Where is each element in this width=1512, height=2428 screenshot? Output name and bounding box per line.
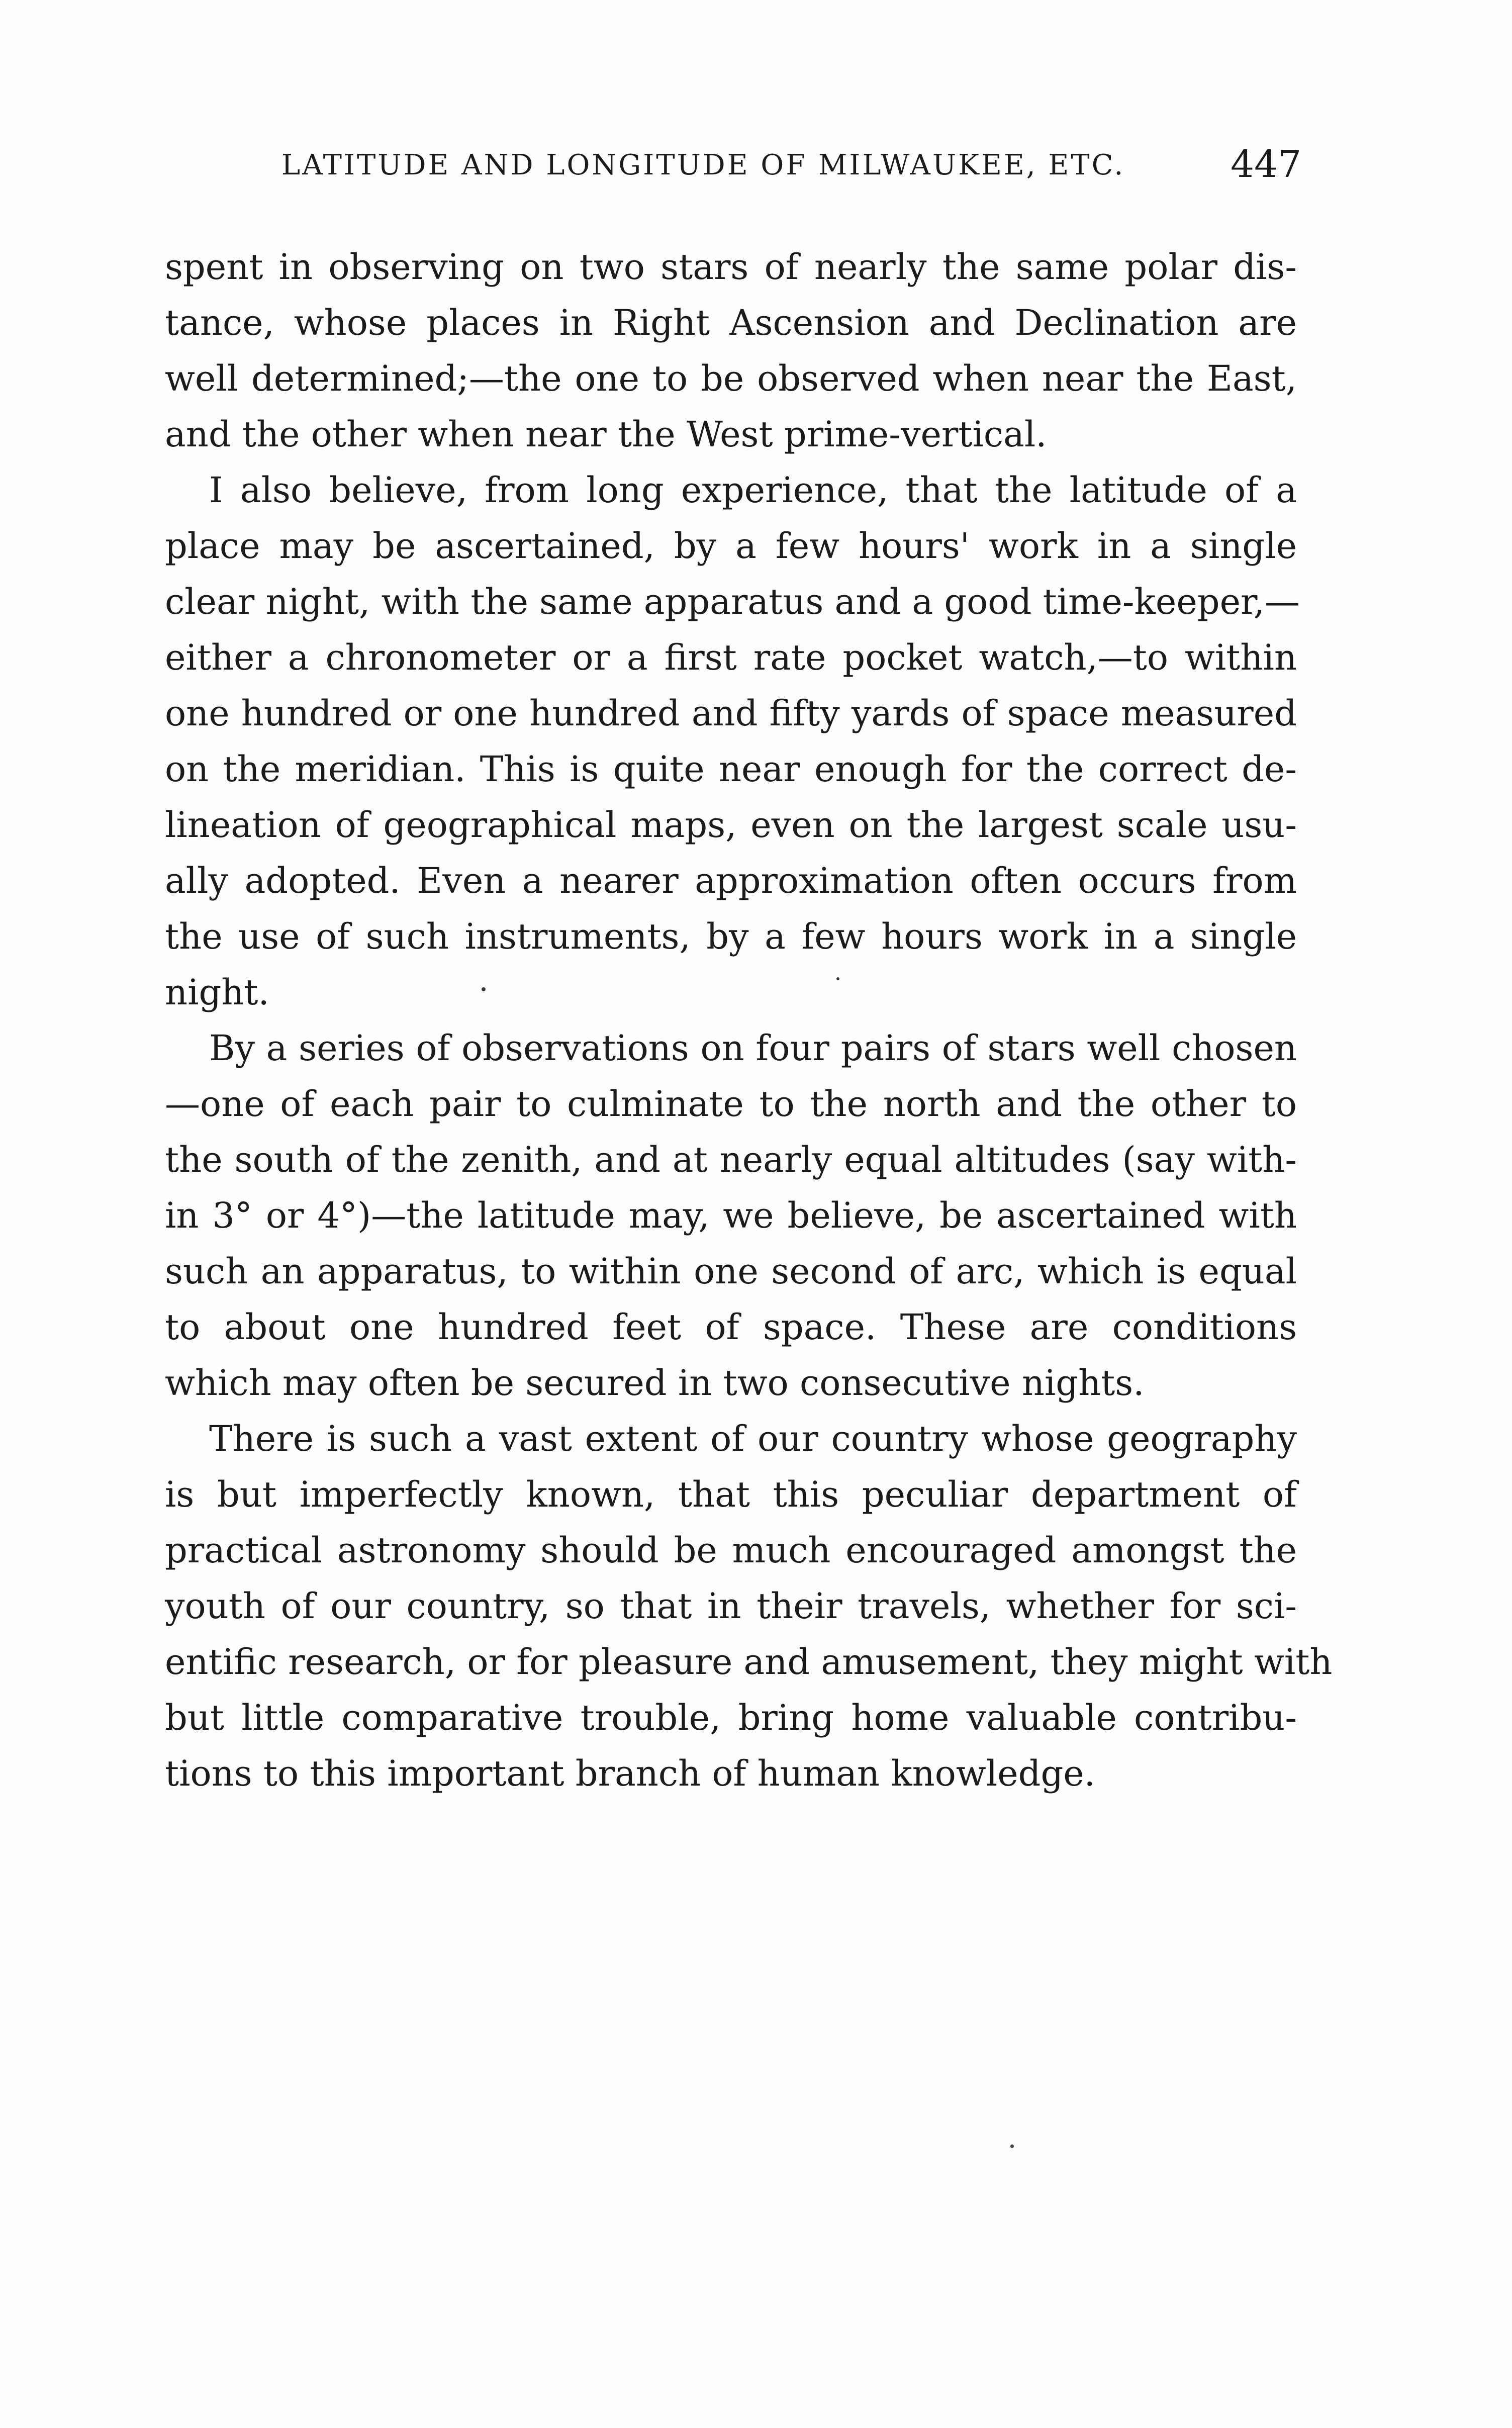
text-line: and the other when near the West prime-vertical. bbox=[165, 414, 1047, 455]
text-line: clear night, with the same apparatus and a good time-keeper,— bbox=[165, 581, 1300, 622]
text-line: I also believe, from long experience, that the latitude of a bbox=[209, 470, 1297, 511]
paragraph bbox=[165, 239, 1297, 462]
text-line: well determined;—the one to be observed when near the East, bbox=[165, 358, 1297, 399]
text-line: practical astronomy should be much encouraged amongst the bbox=[165, 1530, 1297, 1571]
text-line: but little comparative trouble, bring home valuable contribu- bbox=[165, 1697, 1297, 1738]
text-line: one hundred or one hundred and fifty yards of space measured bbox=[165, 693, 1297, 734]
paragraph bbox=[165, 462, 1300, 1020]
text-line: to about one hundred feet of space. These are conditions bbox=[165, 1306, 1297, 1348]
text-line: There is such a vast extent of our country whose geography bbox=[209, 1418, 1297, 1459]
text-line: tance, whose places in Right Ascension and Declination are bbox=[165, 302, 1297, 343]
text-line: ally adopted. Even a nearer approximation often occurs from bbox=[165, 860, 1297, 901]
text-line: entific research, or for pleasure and amusement, they might with bbox=[165, 1641, 1333, 1683]
paragraph bbox=[165, 1020, 1297, 1411]
text-line: night. bbox=[165, 972, 269, 1013]
text-line: youth of our country, so that in their travels, whether for sci- bbox=[165, 1585, 1297, 1627]
text-line: the use of such instruments, by a few hours work in a single bbox=[165, 916, 1297, 957]
text-line: is but imperfectly known, that this peculiar department of bbox=[165, 1474, 1297, 1515]
body-text bbox=[165, 239, 1333, 1802]
running-title: LATITUDE AND LONGITUDE OF MILWAUKEE, ETC. bbox=[281, 149, 1125, 181]
text-line: place may be ascertained, by a few hours' work in a single bbox=[165, 525, 1297, 567]
text-line: in 3° or 4°)—the latitude may, we believe, be ascertained with bbox=[165, 1195, 1297, 1236]
print-speck bbox=[836, 977, 839, 980]
text-line: on the meridian. This is quite near enough for the correct de- bbox=[165, 749, 1297, 790]
print-speck bbox=[482, 987, 486, 991]
text-line: tions to this important branch of human knowledge. bbox=[165, 1753, 1095, 1794]
text-line: —one of each pair to culminate to the north and the other to bbox=[165, 1083, 1297, 1125]
text-line: such an apparatus, to within one second of arc, which is equal bbox=[165, 1251, 1297, 1292]
text-line: lineation of geographical maps, even on the largest scale usu- bbox=[165, 804, 1297, 846]
text-line: either a chronometer or a first rate pocket watch,—to within bbox=[165, 637, 1297, 678]
text-line: By a series of observations on four pairs of stars well chosen bbox=[209, 1028, 1297, 1069]
print-speck bbox=[1010, 2144, 1014, 2148]
text-line: spent in observing on two stars of nearly the same polar dis- bbox=[165, 246, 1297, 288]
page-number: 447 bbox=[1231, 143, 1302, 186]
text-line: which may often be secured in two consecutive nights. bbox=[165, 1362, 1145, 1404]
text-line: the south of the zenith, and at nearly equal altitudes (say with- bbox=[165, 1139, 1297, 1180]
paragraph bbox=[165, 1411, 1333, 1802]
